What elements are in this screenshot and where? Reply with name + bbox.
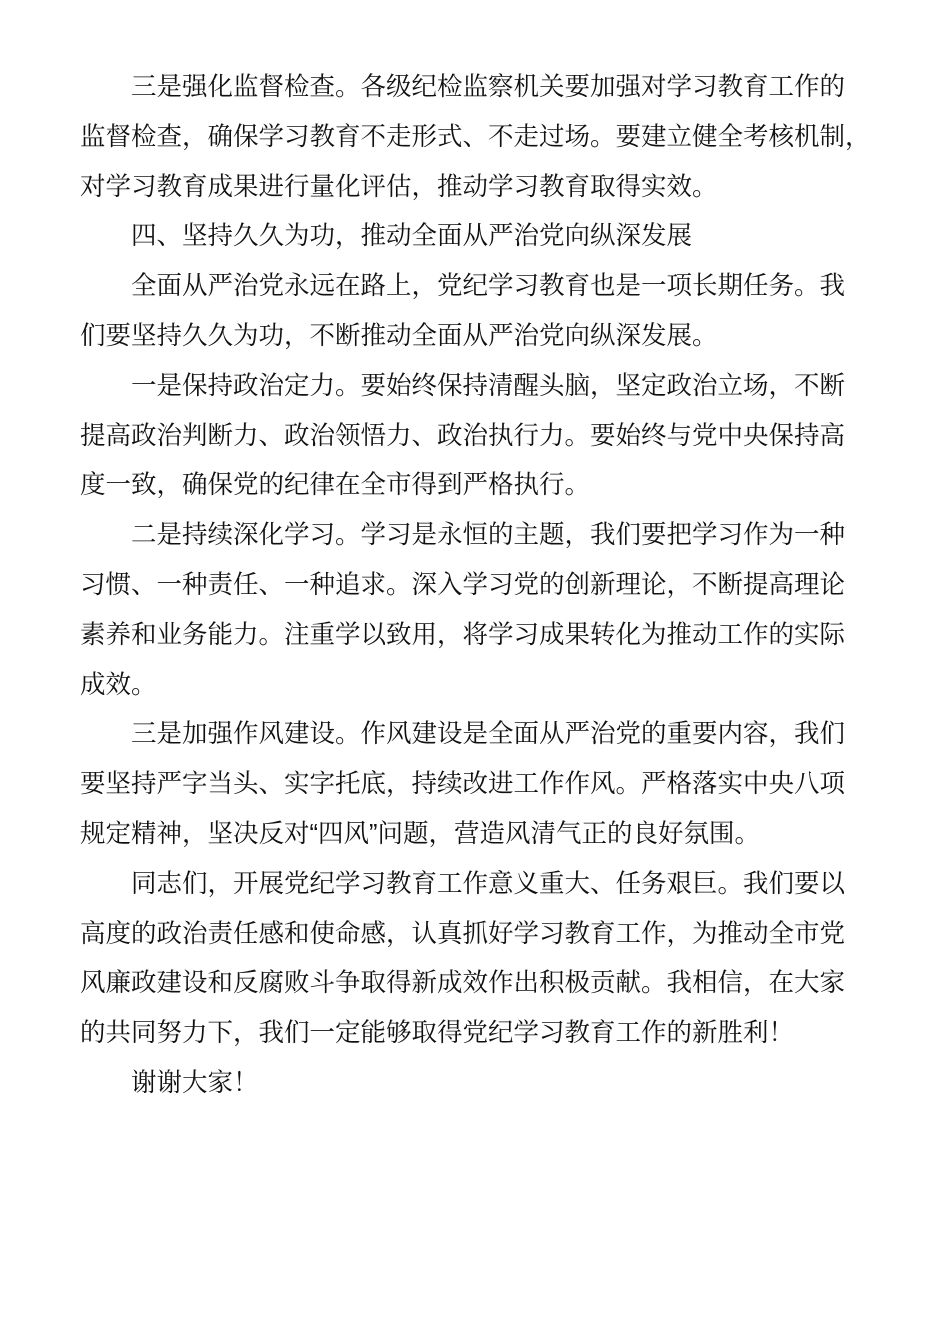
text-line: 要坚持严字当头、实字托底，持续改进工作作风。严格落实中央八项 [80,770,846,799]
text-line: 的共同努力下，我们一定能够取得党纪学习教育工作的新胜利！ [80,1019,795,1048]
text-line: 高度的政治责任感和使命感，认真抓好学习教育工作，为推动全市党 [80,919,846,948]
paragraph-work-style [80,710,880,859]
paragraph-political-resolve [80,362,880,511]
text-line: 谢谢大家！ [131,1068,259,1097]
section-heading [80,212,880,262]
paragraph-continuous-learning [80,511,880,710]
paragraph-strengthen-supervision [80,63,880,212]
text-line: 习惯、一种责任、一种追求。深入学习党的创新理论，不断提高理论 [80,570,846,599]
text-line: 二是持续深化学习。学习是永恒的主题，我们要把学习作为一种 [131,521,846,550]
text-line: 监督检查，确保学习教育不走形式、不走过场。要建立健全考核机制， [80,122,871,151]
paragraph-thanks [80,1059,880,1109]
text-line: 成效。 [80,670,157,699]
text-line: 对学习教育成果进行量化评估，推动学习教育取得实效。 [80,172,718,201]
text-line: 全面从严治党永远在路上，党纪学习教育也是一项长期任务。我 [131,272,846,301]
text-line: 提高政治判断力、政治领悟力、政治执行力。要始终与党中央保持高 [80,421,846,450]
paragraph-long-term-task [80,262,880,362]
paragraph-closing-remarks [80,860,880,1059]
text-line: 度一致，确保党的纪律在全市得到严格执行。 [80,471,591,500]
text-line: 素养和业务能力。注重学以致用，将学习成果转化为推动工作的实际 [80,620,846,649]
text-line: 规定精神，坚决反对“四风”问题，营造风清气正的良好氛围。 [80,819,760,848]
text-line: 风廉政建设和反腐败斗争取得新成效作出积极贡献。我相信，在大家 [80,969,846,998]
text-line: 三是强化监督检查。各级纪检监察机关要加强对学习教育工作的 [131,73,846,101]
text-line: 同志们，开展党纪学习教育工作意义重大、任务艰巨。我们要以 [131,869,846,898]
text-line: 一是保持政治定力。要始终保持清醒头脑，坚定政治立场，不断 [131,371,846,400]
section-heading-text: 四、坚持久久为功，推动全面从严治党向纵深发展 [131,222,693,251]
text-line: 三是加强作风建设。作风建设是全面从严治党的重要内容，我们 [131,720,846,749]
document-body [80,63,880,1109]
text-line: 们要坚持久久为功，不断推动全面从严治党向纵深发展。 [80,321,718,350]
